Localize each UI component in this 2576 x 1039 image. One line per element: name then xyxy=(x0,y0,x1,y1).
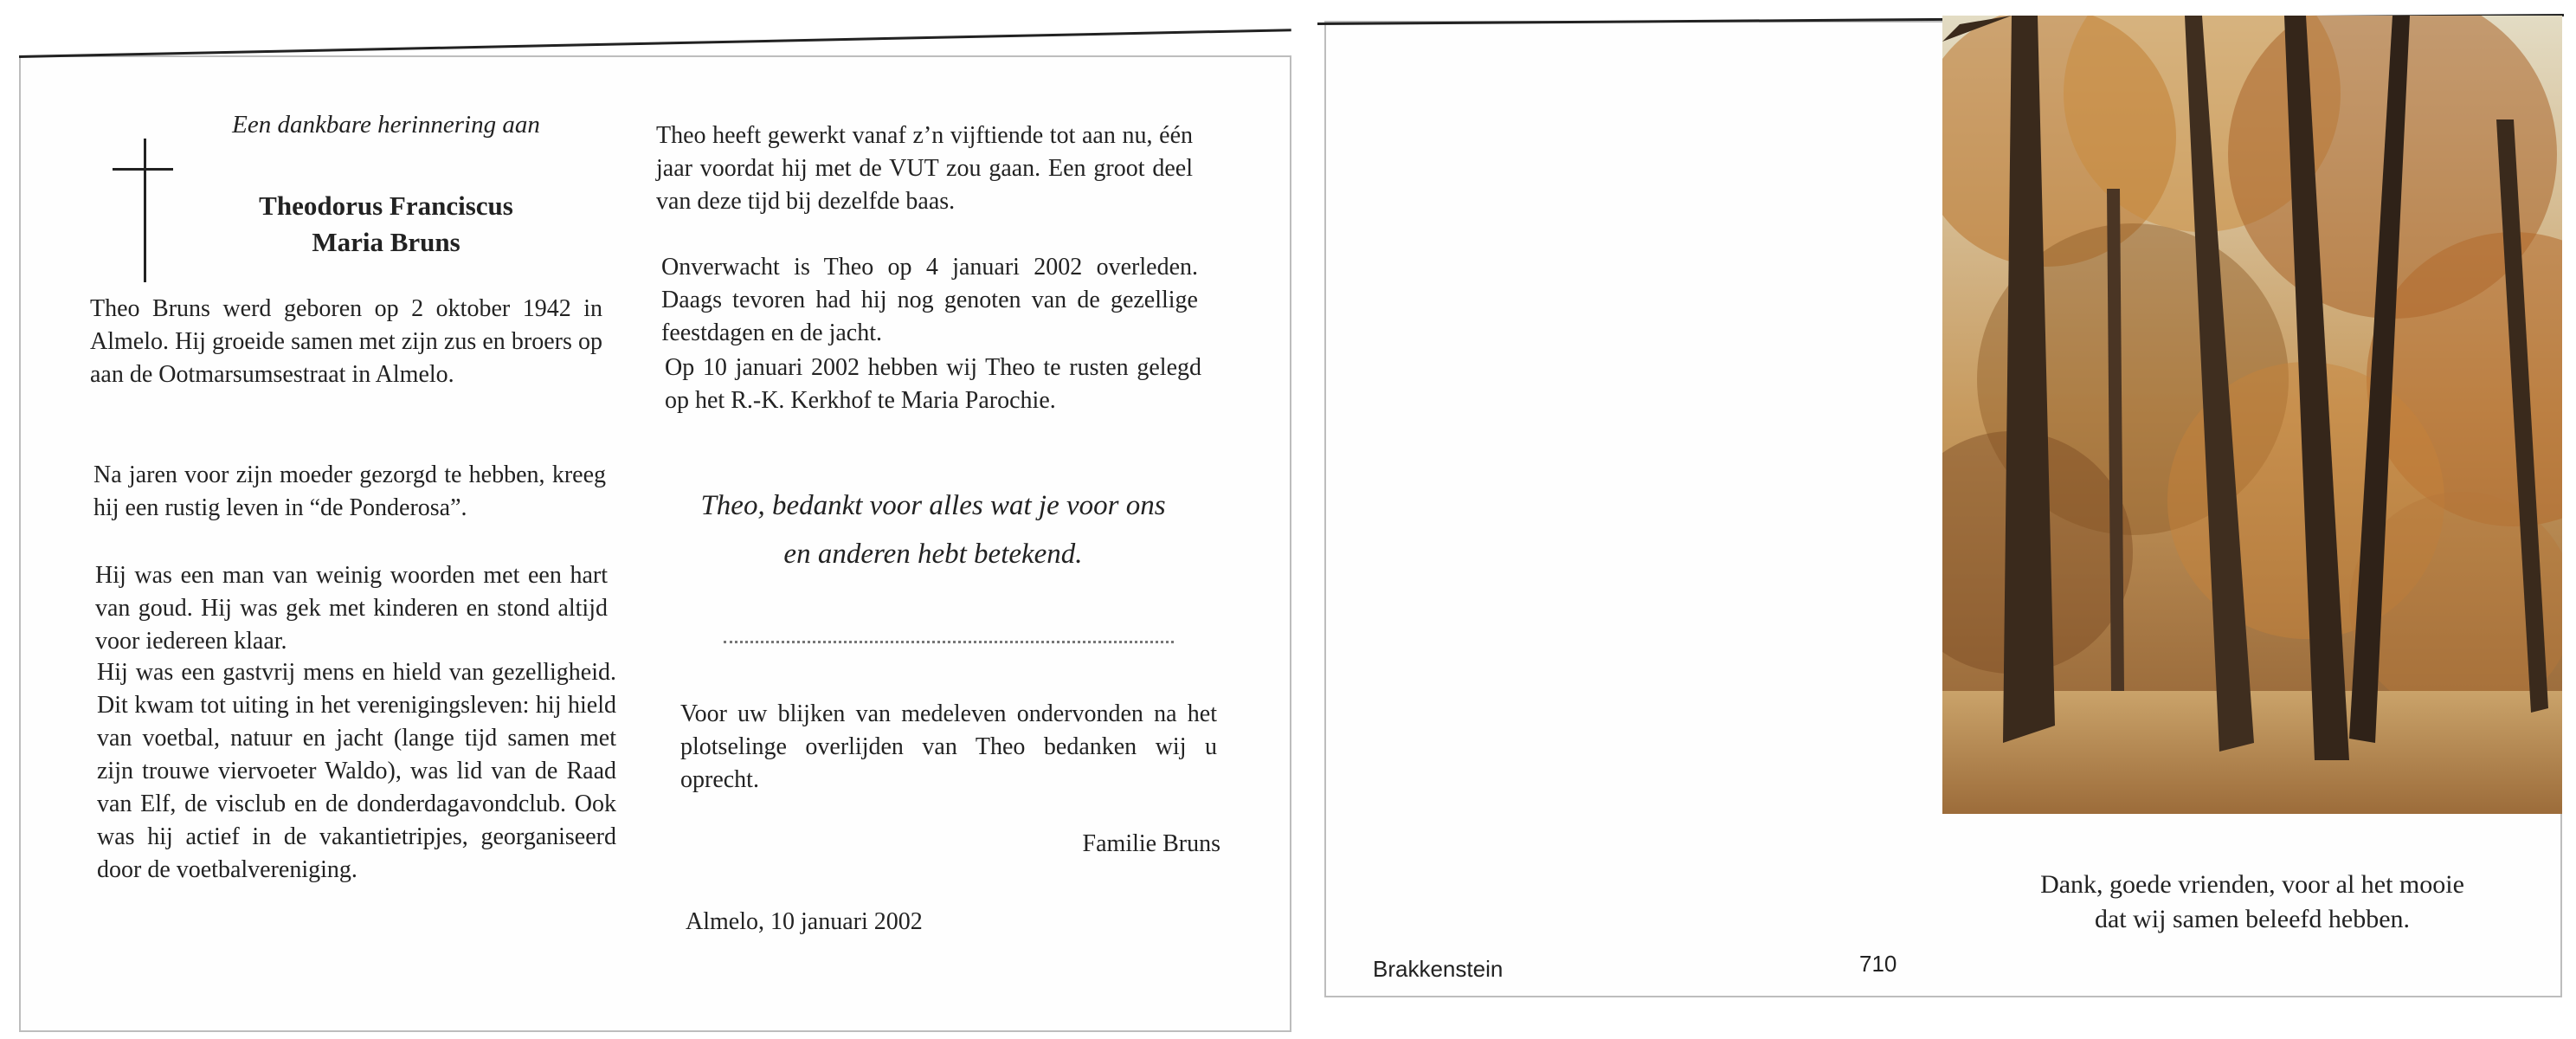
signature: Familie Bruns xyxy=(1082,830,1220,857)
paragraph-birth: Theo Bruns werd geboren op 2 oktober 1942 in Almelo. Hij groeide samen met zijn zus en broers op aan de Ootmarsumsestraat in Almelo. xyxy=(90,295,602,388)
card-top-edge xyxy=(19,29,1291,58)
dotted-separator xyxy=(724,641,1174,643)
cross-icon xyxy=(144,139,146,282)
paragraph-character: Hij was een man van weinig woorden met een hart van goud. Hij was gek met kinderen en stond altijd voor iedereen klaar. xyxy=(95,562,608,655)
paragraph-ponderosa: Na jaren voor zijn moeder gezorgd te hebben, kreeg hij een rustig leven in “de Ponderosa”. xyxy=(93,461,606,521)
autumn-forest-photo xyxy=(1942,16,2562,814)
quote-line-2: en anderen hebt betekend. xyxy=(783,539,1083,570)
card-number: 710 xyxy=(1859,951,1897,977)
publisher-label: Brakkenstein xyxy=(1373,956,1504,982)
paragraph-work: Theo heeft gewerkt vanaf z’n vijftiende tot aan nu, één jaar voordat hij met de VUT zou gaan. Een groot deel van deze tijd bij dezelfde baas. xyxy=(656,122,1193,215)
caption-line-2: dat wij samen beleefd hebben. xyxy=(2094,905,2411,933)
quote-line-1: Theo, bedankt voor alles wat je voor ons xyxy=(700,490,1166,521)
paragraph-passing: Onverwacht is Theo op 4 januari 2002 overleden. Daags tevoren had hij nog genoten van de gezellige feestdagen en de jacht. xyxy=(661,254,1198,346)
place-date: Almelo, 10 januari 2002 xyxy=(686,908,923,935)
caption-line-1: Dank, goede vrienden, voor al het mooie xyxy=(2040,870,2464,899)
intro-text: Een dankbare herinnering aan xyxy=(232,111,540,139)
paragraph-thanks: Voor uw blijken van medeleven ondervonden na het plotselinge overlijden van Theo bedanken wij u oprecht. xyxy=(680,700,1217,793)
name-line-1: Theodorus Franciscus xyxy=(259,190,513,221)
paragraph-burial: Op 10 januari 2002 hebben wij Theo te rusten gelegd op het R.-K. Kerkhof te Maria Parochie. xyxy=(665,354,1201,414)
name-line-2: Maria Bruns xyxy=(312,227,460,257)
paragraph-hobbies: Hij was een gastvrij mens en hield van gezelligheid. Dit kwam tot uiting in het verenigingsleven: hij hield van voetbal, natuur en jacht (lange tijd samen met zijn trouwe viervoeter Waldo), was lid van de Raad van Elf, de visclub en de donderdagavondclub. Ook was hij actief in de vakantietripjes, georganiseerd door de voetbalvereniging. xyxy=(97,659,616,883)
cross-icon-bar xyxy=(113,168,173,171)
